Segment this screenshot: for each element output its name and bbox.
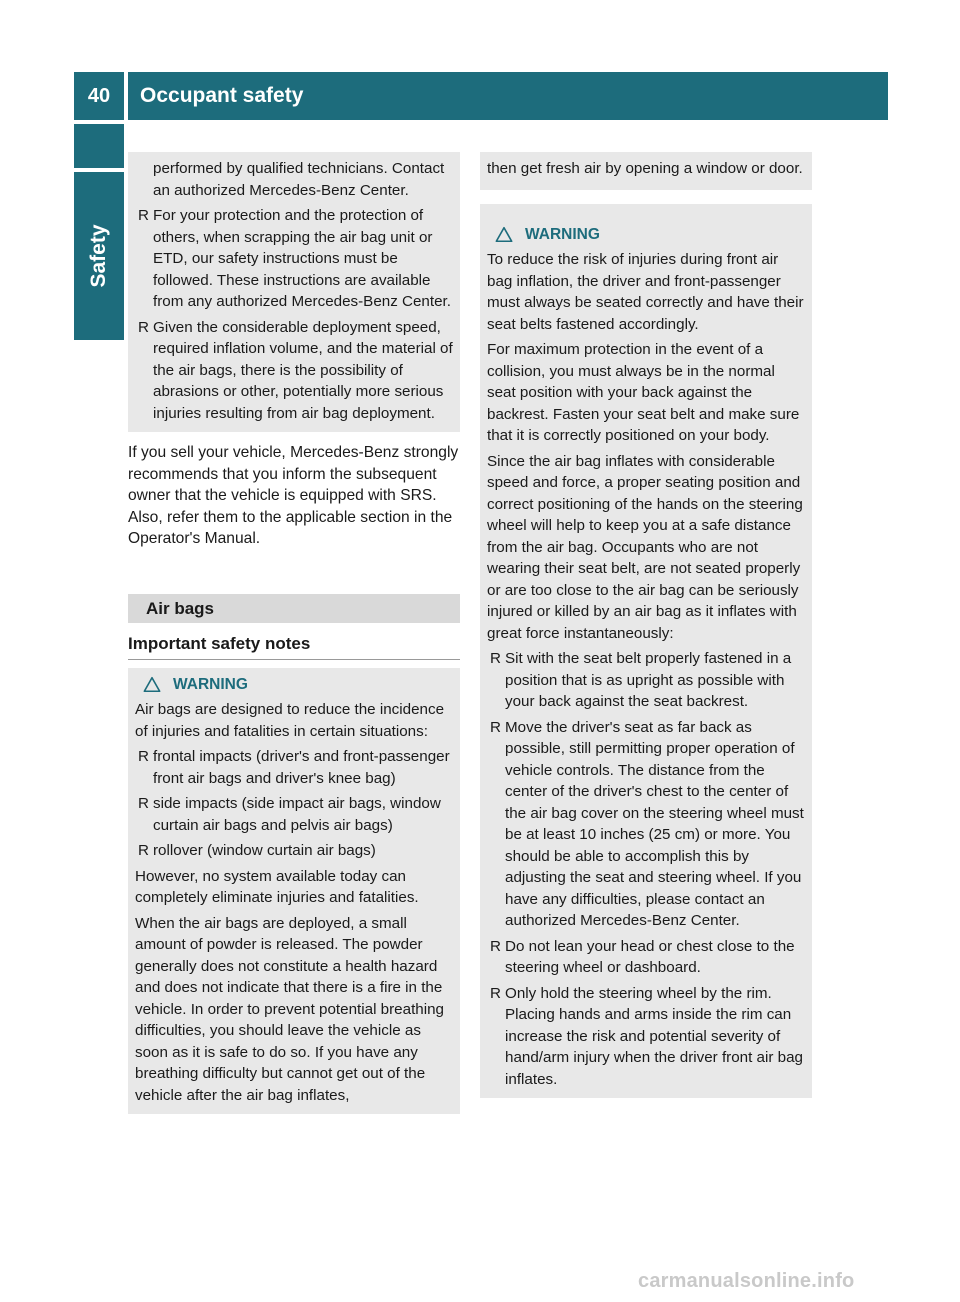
bullet-marker: R — [138, 795, 149, 812]
warning-text: Air bags are designed to reduce the incidence of injuries and fatalities in certain situations: — [135, 701, 445, 740]
list-item — [135, 746, 453, 789]
side-tab — [74, 172, 124, 340]
list-item-text: Move the driver's seat as far back as possible, still permitting proper operation of vehicle controls. The distance from the center of the driver's chest to the center of the air bag cover on the steering wheel must be at least 10 inches (25 cm) or more. You should be able to accomplish this by adjusting the seat and steering wheel. If you have any difficulties, please contact an authorized Mercedes-Benz Center. — [505, 718, 804, 929]
bullet-marker: R — [138, 207, 149, 224]
warning-text: When the air bags are deployed, a small amount of powder is released. The powder generally does not constitute a health hazard and does not indicate that there is a fire in the vehicle. In order to prevent potential breathing difficulties, you should leave the vehicle as soon as it is safe to do so. If you have any breathing difficulty but cannot get out of the vehicle after the air bag inflates, — [135, 914, 445, 1104]
list-item-text: frontal impacts (driver's and front-passenger front air bags and driver's knee bag) — [153, 748, 450, 787]
footer-watermark: carmanualsonline.info — [638, 1270, 855, 1292]
list-item — [135, 840, 453, 862]
warning-header — [487, 224, 805, 246]
list-item — [487, 648, 805, 713]
bullet-marker: R — [490, 937, 501, 955]
bullet-marker: R — [490, 984, 501, 1002]
warning-text: For maximum protection in the event of a collision, you must always be in the normal seat position with your back against the backrest. Fasten your seat belt and make sure that it is correctly positioned on your body. — [487, 341, 800, 444]
list-item — [487, 717, 805, 932]
warning-text: Since the air bag inflates with considerable speed and force, a proper seating position and correct positioning of the hands on the steering wheel will help to keep you at a safe distance from the air bag. Occupants who are not wearing their seat belt, are not seated properly or are too close to the air bag can be seriously injured or killed by an air bag as it inflates with great force instantaneously: — [487, 452, 803, 642]
left-column — [128, 152, 460, 1114]
list-item — [487, 983, 805, 1091]
bullet-marker: R — [490, 650, 501, 667]
body-paragraph: If you sell your vehicle, Mercedes-Benz strongly recommends that you inform the subsequent owner that the vehicle is equipped with SRS. Also, refer them to the applicable section in the Operator's Manual. — [128, 444, 459, 547]
list-item — [487, 936, 805, 979]
warning-box — [128, 668, 460, 1115]
list-item-text: Given the considerable deployment speed, required inflation volume, and the material of the air bags, there is the possibility of abrasions or other, potentially more serious injuries resulting from air bag deployment. — [153, 318, 453, 422]
warning-header — [135, 674, 453, 696]
list-item-text: Do not lean your head or chest close to the steering wheel or dashboard. — [505, 937, 795, 976]
bullet-marker: R — [138, 748, 149, 765]
list-item-text: For your protection and the protection of others, when scrapping the air bag unit or ETD, our safety instructions must be followed. These instructions are available from any authorized Mercedes-Benz Center. — [153, 207, 451, 310]
list-item-text: Sit with the seat belt properly fastened in a position that is as upright as possible with your back against the seat backrest. — [505, 650, 792, 710]
continued-text: performed by qualified technicians. Contact an authorized Mercedes-Benz Center. — [153, 160, 445, 199]
continued-info-box — [128, 152, 460, 432]
continued-text: then get fresh air by opening a window or door. — [487, 160, 803, 177]
list-item-text: rollover (window curtain air bags) — [153, 842, 376, 859]
list-item — [135, 317, 453, 425]
warning-text: To reduce the risk of injuries during front air bag inflation, the driver and front-passenger must always be seated correctly and have their seat belts fastened accordingly. — [487, 251, 804, 333]
page-title: Occupant safety — [128, 72, 888, 120]
list-item-text: Only hold the steering wheel by the rim. Placing hands and arms inside the rim can increase the risk and potential severity of hand/arm injury when the driver front air bag inflates. — [505, 984, 803, 1088]
bullet-marker: R — [490, 718, 501, 736]
side-accent-block — [74, 124, 124, 168]
list-item — [135, 205, 453, 313]
bullet-marker: R — [138, 318, 149, 336]
warning-text: However, no system available today can completely eliminate injuries and fatalities. — [135, 867, 419, 906]
warning-label: WARNING — [525, 225, 600, 243]
bullet-marker: R — [138, 842, 149, 859]
section-heading: Air bags — [128, 594, 460, 624]
warning-triangle-icon — [143, 676, 161, 693]
warning-triangle-icon — [495, 226, 513, 243]
side-tab-label: Safety — [87, 224, 110, 288]
continued-info-box — [480, 152, 812, 190]
list-item-text: side impacts (side impact air bags, window curtain air bags and pelvis air bags) — [153, 795, 441, 834]
warning-box — [480, 204, 812, 1099]
page-number: 40 — [74, 72, 124, 120]
right-column — [480, 152, 812, 1098]
warning-label: WARNING — [173, 675, 248, 693]
subsection-heading: Important safety notes — [128, 633, 460, 660]
list-item — [135, 793, 453, 836]
